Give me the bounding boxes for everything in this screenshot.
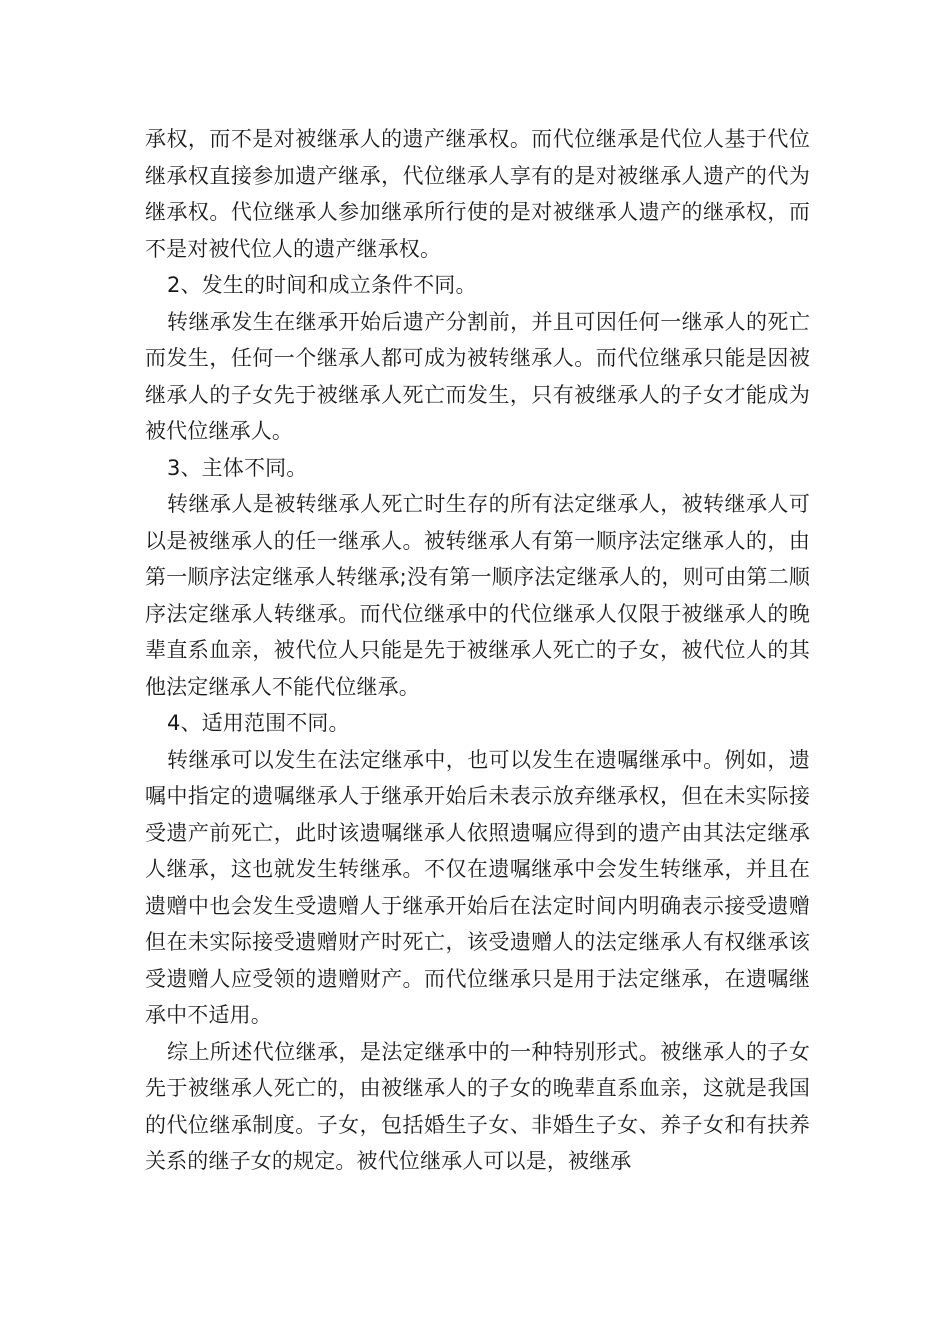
paragraph-scope: 转继承可以发生在法定继承中，也可以发生在遗嘱继承中。例如，遗嘱中指定的遗嘱继承人于继承开始后未表示放弃继承权，但在未实际接受遗产前死亡，此时该遗嘱继承人依照遗嘱应得到的遗产由其法定继承人继承，这也就发生转继承。不仅在遗嘱继承中会发生转继承，并且在遗赠中也会发生受遗赠人于继承开始后在法定时间内明确表示接受遗赠但在未实际接受遗赠财产时死亡，该受遗赠人的法定继承人有权继承该受遗赠人应受领的遗赠财产。而代位继承只是用于法定继承，在遗嘱继承中不适用。 (145, 747, 810, 1027)
paragraph-subject: 转继承人是被转继承人死亡时生存的所有法定继承人，被转继承人可以是被继承人的任一继承人。被转继承人有第一顺序法定继承人的，由第一顺序法定继承人转继承;没有第一顺序法定继承人的，则可由第二顺序法定继承人转继承。而代位继承中的代位继承人仅限于被继承人的晚辈直系血亲，被代位人只能是先于被继承人死亡的子女，被代位人的其他法定继承人不能代位继承。 (145, 492, 810, 699)
section-heading-3: 3、主体不同。 (167, 455, 308, 480)
paragraph-timing: 转继承发生在继承开始后遗产分割前，并且可因任何一继承人的死亡而发生，任何一个继承人都可成为被转继承人。而代位继承只能是因被继承人的子女先于被继承人死亡而发生，只有被继承人的子女才能成为被代位继承人。 (145, 309, 810, 443)
paragraph-continued: 承权，而不是对被继承人的遗产继承权。而代位继承是代位人基于代位继承权直接参加遗产继承，代位继承人享有的是对被继承人遗产的代为继承权。代位继承人参加继承所行使的是对被继承人遗产的继承权，而不是对被代位人的遗产继承权。 (145, 127, 810, 261)
section-heading-4: 4、适用范围不同。 (167, 711, 350, 735)
document-body (145, 121, 810, 1180)
paragraph-summary: 综上所述代位继承，是法定继承中的一种特别形式。被继承人的子女先于被继承人死亡的，由被继承人的子女的晚辈直系血亲，这就是我国的代位继承制度。子女，包括婚生子女、非婚生子女、养子女和有扶养关系的继子女的规定。被代位继承人可以是，被继承 (145, 1039, 810, 1173)
section-heading-2: 2、发生的时间和成立条件不同。 (167, 273, 477, 297)
